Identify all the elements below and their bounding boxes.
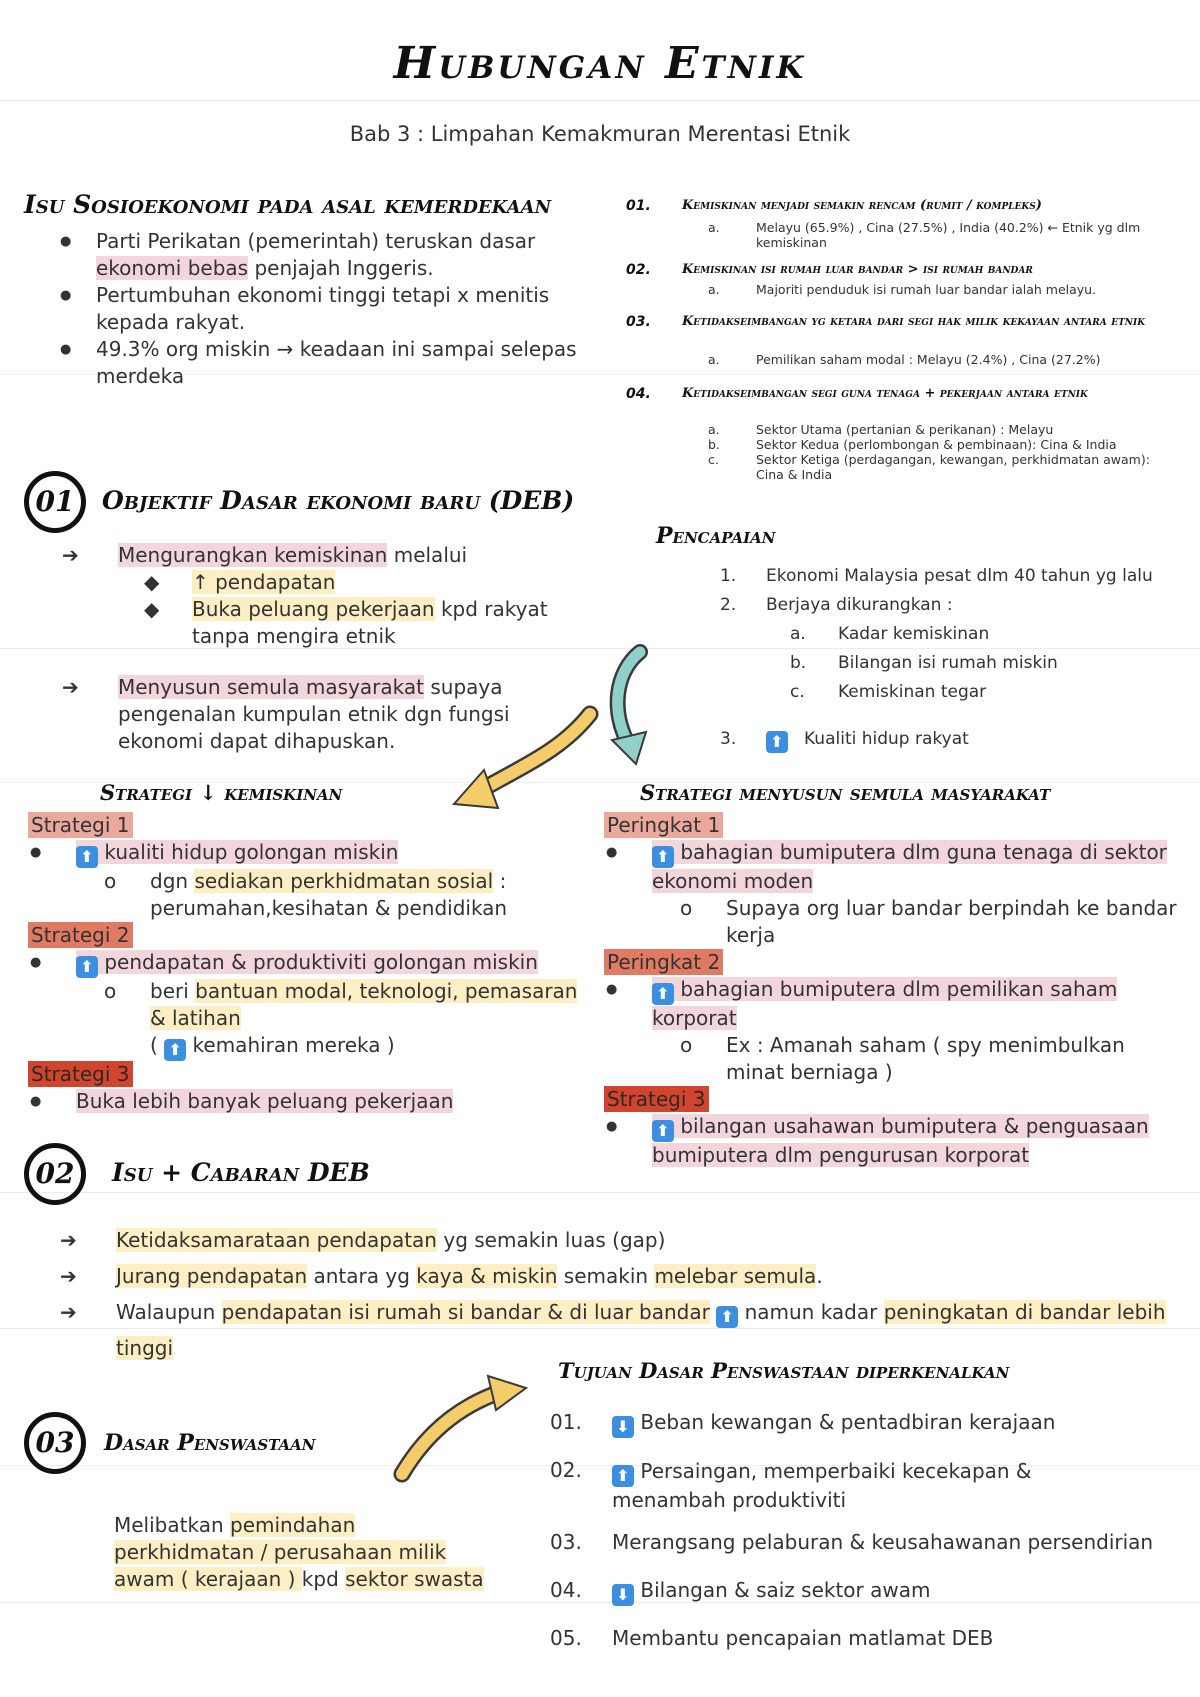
- list-item: ➔ Jurang pendapatan antara yg kaya & miskin semakin melebar semula.: [60, 1258, 1170, 1294]
- penswastaan-description: Melibatkan pemindahan perkhidmatan / perusahaan milik awam ( kerajaan ) kpd sektor swasta: [114, 1513, 484, 1591]
- ruled-line: [0, 100, 1200, 101]
- list-item-text: Beban kewangan & pentadbiran kerajaan: [640, 1410, 1056, 1434]
- sub-label: a.: [708, 282, 720, 297]
- sub-text: Majoriti penduduk isi rumah luar bandar ialah melayu.: [756, 282, 1097, 297]
- sub-label: a.: [708, 220, 720, 235]
- up-arrow-icon: ⬆: [76, 846, 98, 868]
- list-item: [550, 1410, 1190, 1458]
- strategy-tag: Strategi 1: [28, 812, 133, 838]
- sub-label: c.: [790, 682, 805, 702]
- sub-label: b.: [790, 653, 807, 673]
- item-heading: Kemiskinan menjadi semakin rencam (rumit / kompleks): [682, 198, 1042, 213]
- right-arrow-icon: ➔: [60, 1228, 77, 1252]
- list-item: ● ⬆ bilangan usahawan bumiputera & penguasaan bumiputera dlm pengurusan korporat: [606, 1114, 1149, 1167]
- highlight-text: ⬆ bahagian bumiputera dlm pemilikan saham korporat: [652, 977, 1118, 1030]
- list-item: ● Buka lebih banyak peluang pekerjaan: [30, 1089, 454, 1113]
- isu-sosioekonomi-list: [30, 228, 590, 390]
- highlight-text: ekonomi bebas: [96, 256, 249, 280]
- right-arrow-icon: ➔: [62, 543, 79, 567]
- highlight-text: ↑ pendapatan: [192, 570, 336, 594]
- list-item: ● ⬆ bahagian bumiputera dlm guna tenaga di sektor ekonomi moden: [606, 840, 1167, 893]
- down-arrow-icon: ⬇: [612, 1584, 634, 1606]
- list-item: [620, 386, 1180, 482]
- list-item: [700, 566, 1180, 595]
- list-item: [30, 336, 590, 390]
- up-arrow-icon: ⬆: [612, 1465, 634, 1487]
- item-number: 01.: [550, 1410, 582, 1434]
- list-item-text: Parti Perikatan (pemerintah) teruskan dasar: [96, 229, 536, 253]
- kemiskinan-list: [620, 198, 1180, 482]
- yellow-curved-arrow-icon: [454, 714, 590, 808]
- highlight-text: ⬆ kualiti hidup golongan miskin: [76, 840, 398, 864]
- highlight-text: Menyusun semula masyarakat: [118, 675, 424, 699]
- highlight-text: pemindahan perkhidmatan / perusahaan milik awam: [114, 1513, 447, 1591]
- list-item: [550, 1626, 1190, 1674]
- list-item-text: penjajah Inggeris.: [248, 256, 434, 280]
- list-item: [620, 314, 1180, 386]
- sub-text: Kemiskinan tegar: [838, 682, 987, 702]
- objektif-heading: Objektif Dasar ekonomi baru (DEB): [102, 486, 575, 515]
- sub-item: [700, 624, 1180, 653]
- sub-label: a.: [790, 624, 806, 644]
- stage-tag: Strategi 3: [604, 1086, 709, 1112]
- page-title: Hubungan Etnik: [393, 38, 807, 89]
- section-badge-03: 03: [24, 1412, 86, 1474]
- up-arrow-icon: ⬆: [652, 983, 674, 1005]
- list-item: [62, 569, 582, 596]
- list-item-text: Merangsang pelaburan & keusahawanan persendirian: [612, 1530, 1154, 1554]
- highlight-text: bantuan modal, teknologi, pemasaran & latihan: [150, 979, 578, 1030]
- item-number: 04.: [626, 386, 651, 402]
- list-item-text: Pertumbuhan ekonomi tinggi tetapi x menitis kepada rakyat.: [96, 283, 550, 334]
- list-item-text: Bilangan & saiz sektor awam: [640, 1578, 931, 1602]
- sub-text: Sektor Kedua (perlombongan & pembinaan): Cina & India: [756, 437, 1117, 452]
- list-item-text: melalui: [387, 543, 468, 567]
- highlight-text: ⬆ bahagian bumiputera dlm guna tenaga di sektor ekonomi moden: [652, 840, 1167, 893]
- sub-text: Sektor Ketiga (perdagangan, kewangan, perkhidmatan awam): Cina & India: [756, 452, 1150, 482]
- sub-text: Pemilikan saham modal : Melayu (2.4%) , Cina (27.2%): [756, 352, 1101, 367]
- sub-label: a.: [708, 352, 720, 367]
- item-number: 02.: [626, 262, 651, 278]
- highlight-text: ⬆ bilangan usahawan bumiputera & penguasaan bumiputera dlm pengurusan korporat: [652, 1114, 1149, 1167]
- yellow-up-arrow-icon: [388, 1370, 538, 1490]
- list-item-text: supaya pengenalan kumpulan etnik dgn fungsi ekonomi dapat dihapuskan.: [118, 675, 510, 753]
- highlight-text: Buka peluang pekerjaan: [192, 597, 435, 621]
- isu-deb-list: [60, 1222, 1170, 1366]
- section-badge-01: 01: [24, 471, 86, 533]
- sub-text: Sektor Utama (pertanian & perikanan) : Melayu: [756, 422, 1054, 437]
- highlight-text: pendapatan isi rumah si bandar & di luar bandar: [221, 1300, 710, 1324]
- sub-item: o dgn sediakan perkhidmatan sosial : perumahan,kesihatan & pendidikan: [104, 869, 508, 920]
- list-item: [700, 729, 1180, 758]
- list-item-text: Berjaya dikurangkan :: [766, 595, 953, 615]
- sub-item: [700, 653, 1180, 682]
- isu-deb-heading: Isu + Cabaran DEB: [112, 1158, 370, 1187]
- list-item-text: Membantu pencapaian matlamat DEB: [612, 1626, 994, 1650]
- sub-text: Bilangan isi rumah miskin: [838, 653, 1058, 673]
- item-number: 2.: [720, 595, 737, 615]
- item-number: 3.: [720, 729, 737, 749]
- list-item: [620, 262, 1180, 314]
- strategi-kemiskinan-heading: Strategi ↓ kemiskinan: [100, 780, 343, 805]
- up-arrow-icon: ⬆: [766, 729, 788, 753]
- item-heading: Ketidakseimbangan segi guna tenaga + pekerjaan antara etnik: [682, 386, 1088, 401]
- item-heading: Ketidakseimbangan yg ketara dari segi hak milik kekayaan antara etnik: [682, 314, 1146, 329]
- strategi-menyusun-content: [604, 812, 1184, 1169]
- highlight-text: Ketidaksamarataan pendapatan: [116, 1228, 437, 1252]
- sub-label: b.: [708, 437, 720, 452]
- stage-tag: Peringkat 1: [604, 812, 723, 838]
- item-number: 03.: [550, 1530, 582, 1554]
- highlight-text: sediakan perkhidmatan sosial: [194, 869, 494, 893]
- item-number: 01.: [626, 198, 651, 214]
- down-arrow-icon: ⬇: [612, 1416, 634, 1438]
- right-arrow-icon: ➔: [60, 1300, 77, 1324]
- list-item: [700, 595, 1180, 624]
- up-arrow-icon: ⬆: [652, 846, 674, 868]
- item-number: 05.: [550, 1626, 582, 1650]
- sub-label: c.: [708, 452, 719, 467]
- highlight-text: sektor swasta: [345, 1567, 484, 1591]
- strategy-tag: Strategi 3: [28, 1061, 133, 1087]
- highlight-text: kaya & miskin: [416, 1264, 558, 1288]
- item-number: 02.: [550, 1458, 582, 1482]
- sub-label: a.: [708, 422, 720, 437]
- list-item-text: Persaingan, memperbaiki kecekapan & menambah produktiviti: [612, 1459, 1032, 1512]
- list-item: [30, 282, 590, 336]
- list-item: ● ⬆ pendapatan & produktiviti golongan miskin: [30, 950, 538, 976]
- isu-sosioekonomi-heading: Isu Sosioekonomi pada asal kemerdekaan: [24, 190, 552, 219]
- highlight-text: Jurang pendapatan: [116, 1264, 308, 1288]
- sub-item: o Ex : Amanah saham ( spy menimbulkan minat berniaga ): [680, 1033, 1125, 1084]
- item-number: 03.: [626, 314, 651, 330]
- up-arrow-icon: ⬆: [164, 1039, 186, 1061]
- strategi-kemiskinan-content: [28, 812, 588, 1115]
- highlight-text: Buka lebih banyak peluang pekerjaan: [76, 1089, 454, 1113]
- ruled-line: [0, 1192, 1200, 1193]
- list-item-text: 49.3% org miskin → keadaan ini sampai selepas merdeka: [96, 337, 577, 388]
- sub-item: [700, 682, 1180, 729]
- highlight-text: ( kerajaan ): [174, 1567, 302, 1591]
- highlight-text: peningkatan di bandar lebih tinggi: [116, 1300, 1166, 1360]
- tujuan-heading: Tujuan Dasar Penswastaan diperkenalkan: [558, 1358, 1010, 1383]
- diamond-bullet-icon: ◆: [144, 570, 160, 594]
- list-item: ➔ Walaupun pendapatan isi rumah si bandar & di luar bandar ⬆ namun kadar peningkatan di bandar lebih tinggi: [60, 1294, 1170, 1366]
- list-item: ➔ Ketidaksamarataan pendapatan yg semakin luas (gap): [60, 1222, 1170, 1258]
- teal-curved-arrow-icon: [612, 652, 646, 764]
- list-item-text: Ekonomi Malaysia pesat dlm 40 tahun yg lalu: [766, 566, 1153, 586]
- highlight-text: Mengurangkan kemiskinan: [118, 543, 388, 567]
- list-item: [550, 1578, 1190, 1626]
- list-item: [30, 228, 590, 282]
- list-item-text: Kualiti hidup rakyat: [804, 729, 969, 749]
- sub-item: o Supaya org luar bandar berpindah ke bandar kerja: [680, 896, 1177, 947]
- right-arrow-icon: ➔: [62, 675, 79, 699]
- sub-item: o beri bantuan modal, teknologi, pemasaran & latihan ( ⬆ kemahiran mereka ): [104, 979, 578, 1059]
- up-arrow-icon: ⬆: [652, 1120, 674, 1142]
- page-subtitle: Bab 3 : Limpahan Kemakmuran Merentasi Etnik: [349, 122, 851, 146]
- list-item: [550, 1530, 1190, 1578]
- highlight-text: melebar semula: [654, 1264, 817, 1288]
- highlight-text: ⬆ pendapatan & produktiviti golongan miskin: [76, 950, 538, 974]
- tujuan-list: [550, 1410, 1190, 1674]
- up-arrow-icon: ⬆: [716, 1306, 738, 1328]
- up-arrow-icon: ⬆: [76, 956, 98, 978]
- pencapaian-list: [700, 566, 1180, 758]
- diamond-bullet-icon: ◆: [144, 597, 160, 621]
- list-item-text: kpd rakyat tanpa mengira etnik: [192, 597, 548, 648]
- penswastaan-heading: Dasar Penswastaan: [104, 1430, 316, 1456]
- list-item: [62, 542, 582, 569]
- section-badge-02: 02: [24, 1143, 86, 1205]
- right-arrow-icon: ➔: [60, 1264, 77, 1288]
- sub-text: Kadar kemiskinan: [838, 624, 990, 644]
- pencapaian-heading: Pencapaian: [656, 523, 776, 549]
- stage-tag: Peringkat 2: [604, 949, 723, 975]
- item-number: 04.: [550, 1578, 582, 1602]
- list-item: ● ⬆ kualiti hidup golongan miskin: [30, 840, 399, 866]
- strategy-tag: Strategi 2: [28, 922, 133, 948]
- item-heading: Kemiskinan isi rumah luar bandar > isi rumah bandar: [682, 262, 1033, 277]
- list-item: [550, 1458, 1190, 1530]
- item-number: 1.: [720, 566, 737, 586]
- list-item: ● ⬆ bahagian bumiputera dlm pemilikan saham korporat: [606, 977, 1118, 1030]
- sub-text: Melayu (65.9%) , Cina (27.5%) , India (40.2%) ← Etnik yg dlm kemiskinan: [756, 220, 1141, 250]
- strategi-menyusun-heading: Strategi menyusun semula masyarakat: [640, 780, 1051, 805]
- list-item: [620, 198, 1180, 262]
